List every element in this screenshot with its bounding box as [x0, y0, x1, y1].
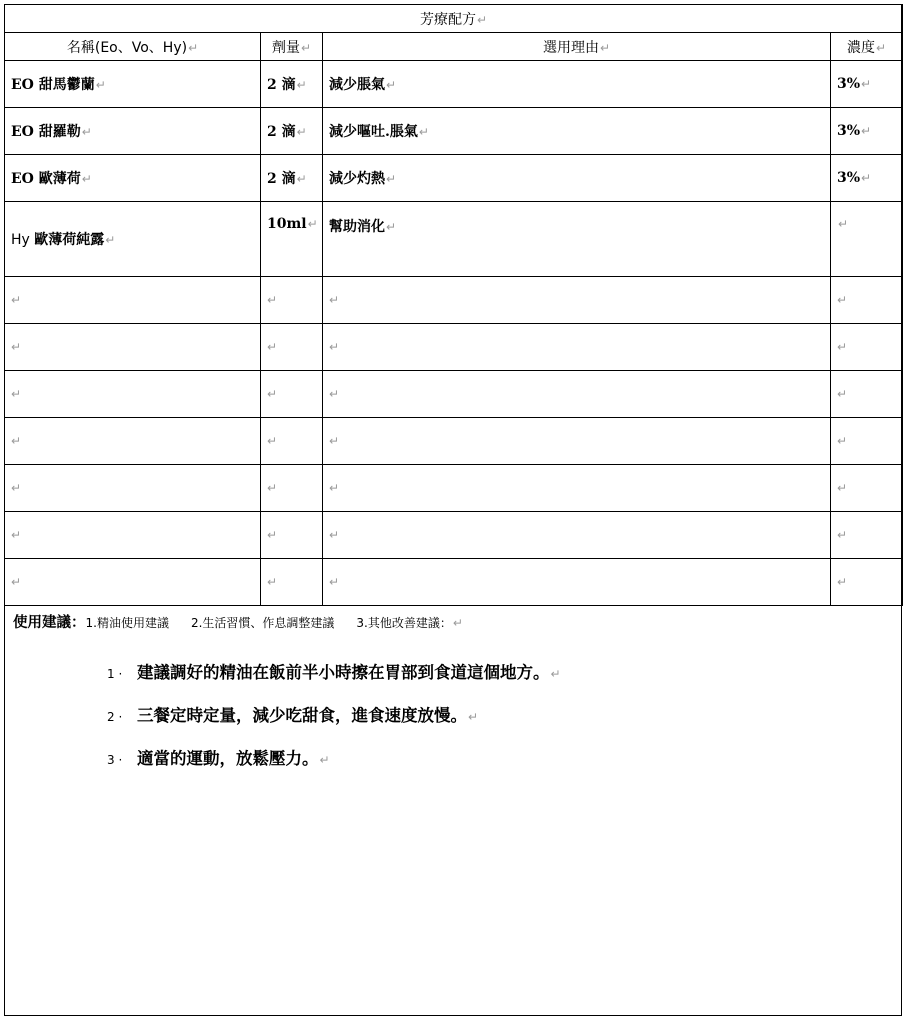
cell-dose[interactable]: 2 滴↵	[261, 155, 323, 202]
header-reason[interactable]: 選用理由↵	[323, 33, 831, 61]
empty-cell[interactable]: ↵	[831, 559, 903, 606]
list-item[interactable]: 1 · 建議調好的精油在飯前半小時擦在胃部到食道這個地方。↵	[107, 663, 561, 682]
empty-cell[interactable]: ↵	[831, 324, 903, 371]
empty-cell[interactable]: ↵	[323, 512, 831, 559]
cell-reason[interactable]: 減少脹氣↵	[323, 61, 831, 108]
cell-concentration[interactable]: 3%↵	[831, 155, 903, 202]
cell-name[interactable]: EO 甜馬鬱蘭↵	[5, 61, 261, 108]
empty-cell[interactable]: ↵	[323, 277, 831, 324]
empty-cell[interactable]: ↵	[5, 324, 261, 371]
empty-cell[interactable]: ↵	[5, 465, 261, 512]
empty-cell[interactable]: ↵	[261, 465, 323, 512]
cell-dose[interactable]: 2 滴↵	[261, 108, 323, 155]
empty-cell[interactable]: ↵	[261, 371, 323, 418]
empty-cell[interactable]: ↵	[831, 512, 903, 559]
header-concentration[interactable]: 濃度↵	[831, 33, 903, 61]
empty-cell[interactable]: ↵	[323, 559, 831, 606]
empty-table-row	[5, 324, 903, 371]
advice-category: 2.生活習慣、作息調整建議	[190, 616, 335, 630]
empty-cell[interactable]: ↵	[261, 559, 323, 606]
empty-table-row	[5, 277, 903, 324]
cell-concentration[interactable]: 3%↵	[831, 61, 903, 108]
empty-table-row	[5, 418, 903, 465]
empty-cell[interactable]: ↵	[5, 512, 261, 559]
cell-reason[interactable]: 減少灼熱↵	[323, 155, 831, 202]
empty-cell[interactable]: ↵	[831, 277, 903, 324]
cell-dose[interactable]: 2 滴↵	[261, 61, 323, 108]
table-row	[5, 202, 903, 277]
table-row	[5, 108, 903, 155]
empty-cell[interactable]: ↵	[261, 324, 323, 371]
cell-dose[interactable]: 10ml↵	[261, 202, 323, 277]
empty-cell[interactable]: ↵	[261, 418, 323, 465]
empty-table-row	[5, 465, 903, 512]
empty-table-row	[5, 371, 903, 418]
empty-cell[interactable]: ↵	[831, 465, 903, 512]
table-row	[5, 61, 903, 108]
table-title-row	[5, 5, 903, 33]
advice-category: 3.其他改善建議：	[356, 616, 452, 630]
empty-cell[interactable]: ↵	[5, 559, 261, 606]
empty-cell[interactable]: ↵	[323, 324, 831, 371]
usage-advice-section	[13, 611, 893, 768]
empty-cell[interactable]: ↵	[5, 418, 261, 465]
table-row	[5, 155, 903, 202]
prescription-page	[4, 4, 902, 1016]
empty-cell[interactable]: ↵	[5, 277, 261, 324]
empty-table-row	[5, 512, 903, 559]
empty-cell[interactable]: ↵	[831, 418, 903, 465]
advice-category: 1.精油使用建議	[85, 616, 169, 630]
empty-table-row	[5, 559, 903, 606]
list-item[interactable]: 2 · 三餐定時定量，減少吃甜食，進食速度放慢。↵	[107, 706, 479, 725]
cell-reason[interactable]: 幫助消化↵	[323, 202, 831, 277]
cell-reason[interactable]: 減少嘔吐.脹氣↵	[323, 108, 831, 155]
cell-concentration[interactable]: ↵	[831, 202, 903, 277]
advice-list	[107, 659, 561, 788]
empty-cell[interactable]: ↵	[261, 277, 323, 324]
list-item[interactable]: 3 · 適當的運動，放鬆壓力。↵	[107, 749, 330, 768]
cell-name[interactable]: EO 甜羅勒↵	[5, 108, 261, 155]
table-title[interactable]: 芳療配方↵	[5, 5, 903, 33]
empty-cell[interactable]: ↵	[5, 371, 261, 418]
header-name[interactable]: 名稱(Eo、Vo、Hy)↵	[5, 33, 261, 61]
usage-advice-label: 使用建議：	[13, 614, 86, 631]
empty-cell[interactable]: ↵	[261, 512, 323, 559]
empty-cell[interactable]: ↵	[323, 418, 831, 465]
empty-cell[interactable]: ↵	[323, 371, 831, 418]
usage-advice-header[interactable]: 使用建議：1.精油使用建議 2.生活習慣、作息調整建議 3.其他改善建議：↵	[13, 614, 463, 631]
table-header-row	[5, 33, 903, 61]
cell-name[interactable]: EO 歐薄荷↵	[5, 155, 261, 202]
cell-name[interactable]: Hy 歐薄荷純露↵	[5, 202, 261, 277]
header-dose[interactable]: 劑量↵	[261, 33, 323, 61]
cell-concentration[interactable]: 3%↵	[831, 108, 903, 155]
empty-cell[interactable]: ↵	[323, 465, 831, 512]
empty-cell[interactable]: ↵	[831, 371, 903, 418]
aromatherapy-table	[4, 4, 903, 606]
